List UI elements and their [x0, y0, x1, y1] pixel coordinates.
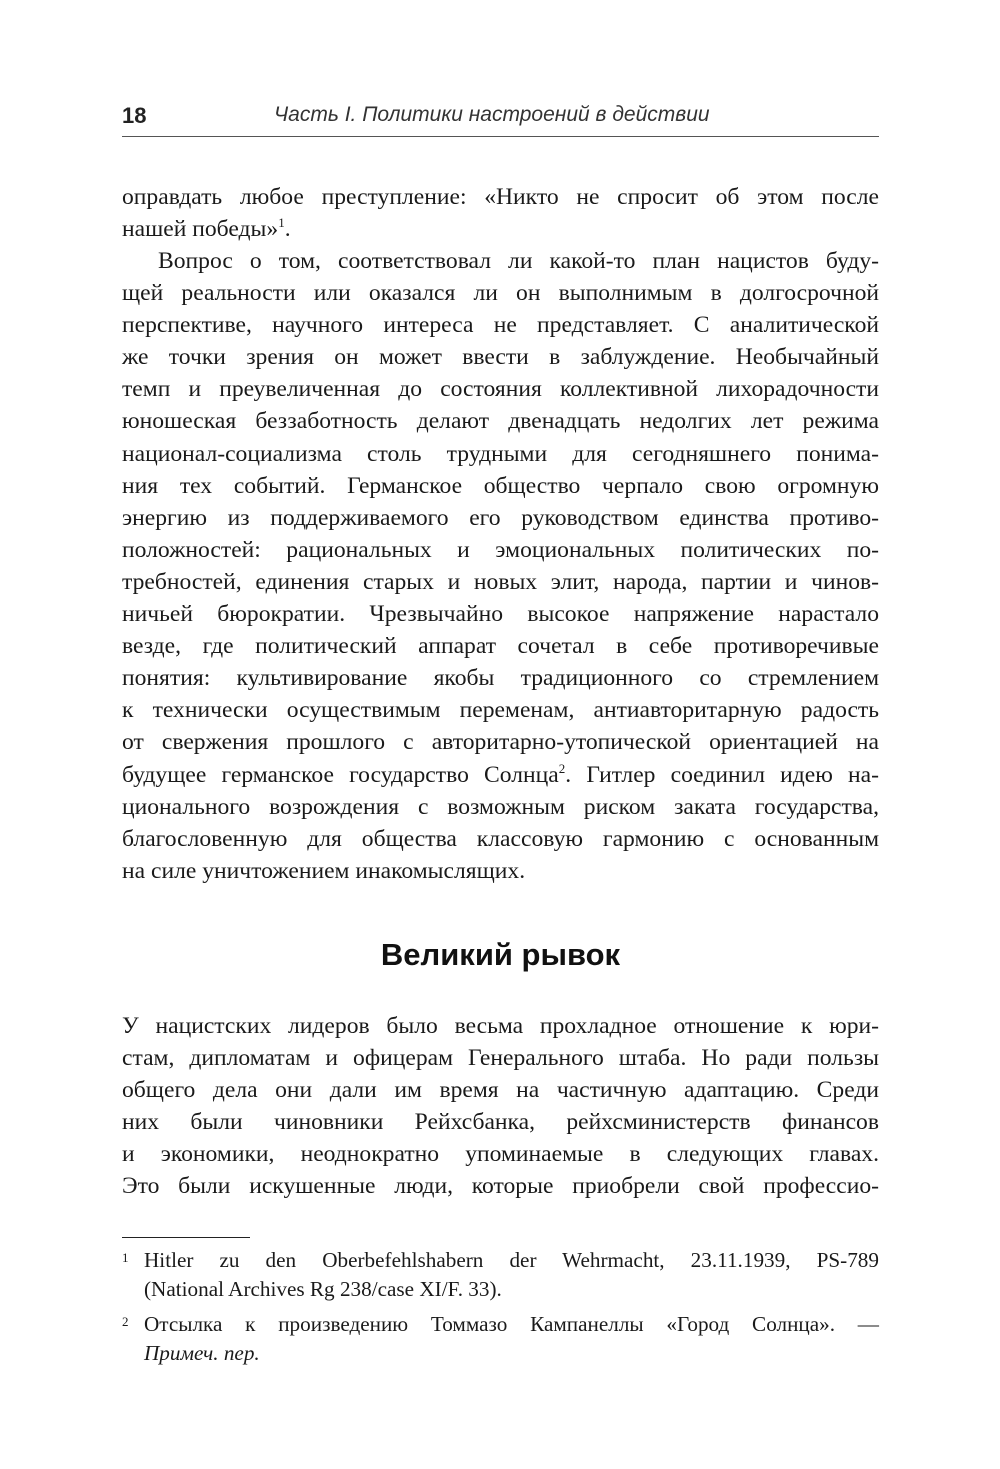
footnote-line: Отсылка к произведению Томмазо Кампанеллы «Город Солнца». — — [144, 1312, 879, 1336]
text-line: щей реальности или оказался ли он выполнимым в долгосрочной — [122, 280, 879, 307]
text-line: У нацистских лидеров было весьма прохладное отношение к юри- — [122, 1013, 879, 1039]
text-line: ничьей бюрократии. Чрезвычайно высокое напряжение нарастало — [122, 601, 879, 628]
footnote-ref-1: 1 — [278, 215, 285, 231]
text-line: на силе уничтожением инакомыслящих. — [122, 857, 526, 884]
text-line: и экономики, неоднократно упоминаемые в следующих главах. — [122, 1141, 879, 1168]
footnote-1 — [122, 1246, 879, 1304]
paragraph-continued — [122, 181, 879, 245]
running-header — [122, 100, 879, 137]
text-line: понятия: культивирование якобы традиционного со стремлением — [122, 665, 879, 692]
footnote-line: Hitler zu den Oberbefehlshabern der Wehrmacht, 23.11.1939, PS-789 — [144, 1248, 879, 1272]
text-fragment: . — [284, 216, 291, 243]
footnotes — [122, 1246, 879, 1374]
text-line: общего дела они дали им время на частичную адаптацию. Среди — [122, 1077, 879, 1104]
section-heading: Великий рывок — [380, 937, 621, 972]
footnote-marker: 2 — [122, 1314, 129, 1329]
text-line: оправдать любое преступление: «Никто не спросит об этом после — [122, 184, 879, 210]
text-line: ционального возрождения с возможным риском заката государства, — [122, 793, 879, 820]
text-line: энергию из поддерживаемого его руководством единства противо- — [122, 504, 879, 531]
text-line: национал-социализма столь трудными для сегодняшнего понима- — [122, 440, 879, 467]
text-fragment: . Гитлер соединил идею на- — [565, 761, 880, 788]
text-line: к технически осуществимым переменам, антиавторитарную радость — [122, 697, 879, 724]
footnote-2 — [122, 1310, 879, 1368]
text-line: стам, дипломатам и офицерам Генерального штаба. Но ради пользы — [122, 1045, 879, 1072]
text-line: везде, где политический аппарат сочетал в себе противоречивые — [122, 633, 879, 660]
text-line: от свержения прошлого с авторитарно-утопической ориентацией на — [122, 729, 879, 756]
text-line: положностей: рациональных и эмоциональных политических по- — [122, 536, 879, 563]
text-line: же точки зрения он может ввести в заблуждение. Необычайный — [122, 344, 879, 371]
text-line: благословенную для общества классовую гармонию с основанным — [122, 825, 879, 852]
running-title: Часть I. Политики настроений в действии — [274, 103, 710, 126]
footnote-divider — [122, 1237, 250, 1238]
footnote-note-label: Примеч. пер. — [144, 1341, 260, 1365]
footnote-ref-2: 2 — [558, 760, 566, 776]
text-line: Вопрос о том, соответствовал ли какой-то план нацистов буду- — [158, 248, 879, 274]
text-line — [122, 759, 879, 791]
text-fragment: будущее германское государство Солнца — [122, 761, 559, 788]
page-number: 18 — [122, 103, 147, 128]
text-line: перспективе, научного интереса не представляет. С аналитической — [122, 312, 879, 339]
footnote-marker: 1 — [122, 1250, 129, 1265]
text-line: темп и преувеличенная до состояния коллективной лихорадочности — [122, 376, 879, 403]
text-line: требностей, единения старых и новых элит, народа, партии и чинов- — [122, 568, 879, 595]
text-line: Это были искушенные люди, которые приобрели свой профессио- — [122, 1173, 879, 1200]
paragraph-main — [122, 245, 879, 887]
footnote-line: (National Archives Rg 238/case XI/F. 33). — [144, 1277, 502, 1301]
text-fragment: нашей победы» — [122, 216, 279, 243]
paragraph-section — [122, 1010, 879, 1203]
text-line: ния тех событий. Германское общество черпало свою огромную — [122, 472, 879, 499]
text-line: юношеская беззаботность делают двенадцать недолгих лет режима — [122, 408, 879, 435]
text-line: них были чиновники Рейхсбанка, рейхсминистерств финансов — [122, 1109, 879, 1136]
text-line — [122, 213, 879, 245]
